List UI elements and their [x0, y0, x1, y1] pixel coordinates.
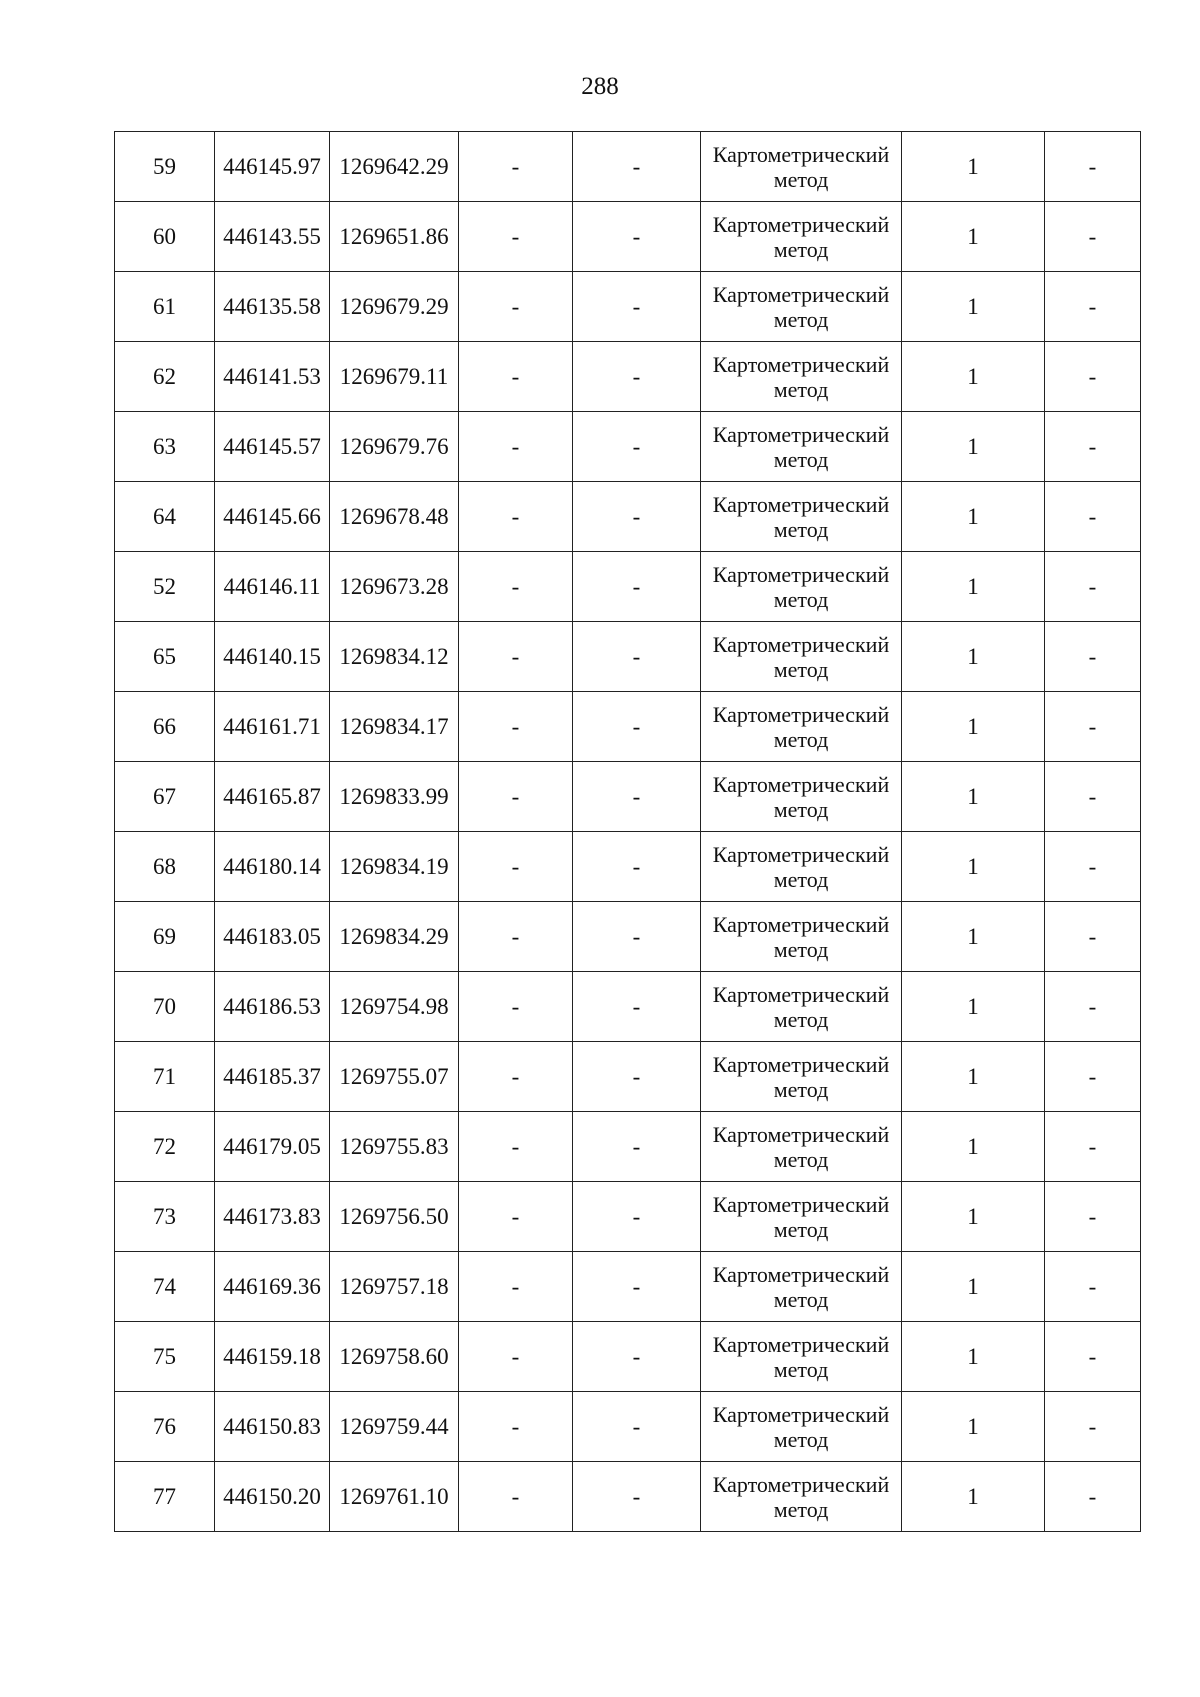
- method-cell: [701, 552, 902, 622]
- point-number-cell: 61: [115, 272, 215, 342]
- accuracy-cell: 1: [902, 342, 1045, 412]
- empty-value-cell: -: [573, 482, 701, 552]
- empty-value-cell: -: [573, 1392, 701, 1462]
- point-number-cell: 75: [115, 1322, 215, 1392]
- accuracy-cell: 1: [902, 1252, 1045, 1322]
- method-line-1: Картометрический: [712, 1401, 890, 1427]
- method-line-2: метод: [773, 1356, 829, 1382]
- table-row: [115, 342, 1141, 412]
- y-coordinate-cell: 1269755.83: [330, 1112, 459, 1182]
- empty-value-cell: -: [1045, 552, 1141, 622]
- method-line-2: метод: [773, 1146, 829, 1172]
- point-number-cell: 76: [115, 1392, 215, 1462]
- accuracy-cell: 1: [902, 1392, 1045, 1462]
- empty-value-cell: -: [573, 762, 701, 832]
- empty-value-cell: -: [459, 692, 573, 762]
- empty-value-cell: -: [573, 1462, 701, 1532]
- method-line-1: Картометрический: [712, 981, 890, 1007]
- empty-value-cell: -: [573, 832, 701, 902]
- method-line-2: метод: [773, 376, 829, 402]
- method-line-1: Картометрический: [712, 631, 890, 657]
- method-cell: [701, 342, 902, 412]
- point-number-cell: 64: [115, 482, 215, 552]
- method-cell: [701, 902, 902, 972]
- point-number-cell: 69: [115, 902, 215, 972]
- table-row: [115, 1392, 1141, 1462]
- empty-value-cell: -: [1045, 1392, 1141, 1462]
- accuracy-cell: 1: [902, 482, 1045, 552]
- method-line-1: Картометрический: [712, 1121, 890, 1147]
- y-coordinate-cell: 1269761.10: [330, 1462, 459, 1532]
- y-coordinate-cell: 1269833.99: [330, 762, 459, 832]
- y-coordinate-cell: 1269679.29: [330, 272, 459, 342]
- point-number-cell: 68: [115, 832, 215, 902]
- point-number-cell: 52: [115, 552, 215, 622]
- method-line-2: метод: [773, 1216, 829, 1242]
- x-coordinate-cell: 446169.36: [215, 1252, 330, 1322]
- y-coordinate-cell: 1269834.17: [330, 692, 459, 762]
- accuracy-cell: 1: [902, 692, 1045, 762]
- empty-value-cell: -: [573, 902, 701, 972]
- empty-value-cell: -: [1045, 1252, 1141, 1322]
- method-cell: [701, 132, 902, 202]
- empty-value-cell: -: [459, 1392, 573, 1462]
- x-coordinate-cell: 446140.15: [215, 622, 330, 692]
- method-line-2: метод: [773, 1426, 829, 1452]
- empty-value-cell: -: [573, 132, 701, 202]
- empty-value-cell: -: [459, 1252, 573, 1322]
- accuracy-cell: 1: [902, 832, 1045, 902]
- table-row: [115, 622, 1141, 692]
- table-row: [115, 132, 1141, 202]
- y-coordinate-cell: 1269834.29: [330, 902, 459, 972]
- y-coordinate-cell: 1269642.29: [330, 132, 459, 202]
- y-coordinate-cell: 1269651.86: [330, 202, 459, 272]
- method-cell: [701, 832, 902, 902]
- point-number-cell: 62: [115, 342, 215, 412]
- method-cell: [701, 622, 902, 692]
- accuracy-cell: 1: [902, 622, 1045, 692]
- point-number-cell: 60: [115, 202, 215, 272]
- y-coordinate-cell: 1269679.11: [330, 342, 459, 412]
- method-line-2: метод: [773, 1076, 829, 1102]
- empty-value-cell: -: [1045, 1042, 1141, 1112]
- method-line-1: Картометрический: [712, 771, 890, 797]
- method-line-1: Картометрический: [712, 141, 890, 167]
- accuracy-cell: 1: [902, 1042, 1045, 1112]
- x-coordinate-cell: 446145.57: [215, 412, 330, 482]
- method-line-1: Картометрический: [712, 211, 890, 237]
- point-number-cell: 67: [115, 762, 215, 832]
- y-coordinate-cell: 1269673.28: [330, 552, 459, 622]
- point-number-cell: 70: [115, 972, 215, 1042]
- empty-value-cell: -: [459, 902, 573, 972]
- accuracy-cell: 1: [902, 972, 1045, 1042]
- accuracy-cell: 1: [902, 132, 1045, 202]
- table-row: [115, 412, 1141, 482]
- method-line-1: Картометрический: [712, 351, 890, 377]
- table-row: [115, 972, 1141, 1042]
- accuracy-cell: 1: [902, 762, 1045, 832]
- method-cell: [701, 412, 902, 482]
- accuracy-cell: 1: [902, 552, 1045, 622]
- empty-value-cell: -: [1045, 832, 1141, 902]
- accuracy-cell: 1: [902, 272, 1045, 342]
- method-line-1: Картометрический: [712, 701, 890, 727]
- empty-value-cell: -: [1045, 622, 1141, 692]
- x-coordinate-cell: 446145.97: [215, 132, 330, 202]
- method-line-2: метод: [773, 726, 829, 752]
- x-coordinate-cell: 446185.37: [215, 1042, 330, 1112]
- y-coordinate-cell: 1269758.60: [330, 1322, 459, 1392]
- empty-value-cell: -: [573, 622, 701, 692]
- method-cell: [701, 692, 902, 762]
- accuracy-cell: 1: [902, 1322, 1045, 1392]
- x-coordinate-cell: 446161.71: [215, 692, 330, 762]
- empty-value-cell: -: [1045, 1112, 1141, 1182]
- method-line-1: Картометрический: [712, 561, 890, 587]
- empty-value-cell: -: [1045, 1322, 1141, 1392]
- method-line-2: метод: [773, 936, 829, 962]
- empty-value-cell: -: [459, 832, 573, 902]
- point-number-cell: 72: [115, 1112, 215, 1182]
- method-line-2: метод: [773, 1286, 829, 1312]
- empty-value-cell: -: [573, 1252, 701, 1322]
- method-cell: [701, 1462, 902, 1532]
- method-cell: [701, 762, 902, 832]
- x-coordinate-cell: 446146.11: [215, 552, 330, 622]
- x-coordinate-cell: 446180.14: [215, 832, 330, 902]
- point-number-cell: 74: [115, 1252, 215, 1322]
- x-coordinate-cell: 446141.53: [215, 342, 330, 412]
- y-coordinate-cell: 1269679.76: [330, 412, 459, 482]
- accuracy-cell: 1: [902, 1182, 1045, 1252]
- table-body: [115, 132, 1141, 1532]
- empty-value-cell: -: [459, 342, 573, 412]
- empty-value-cell: -: [459, 1112, 573, 1182]
- method-cell: [701, 1042, 902, 1112]
- table-row: [115, 1112, 1141, 1182]
- empty-value-cell: -: [1045, 1182, 1141, 1252]
- empty-value-cell: -: [573, 272, 701, 342]
- empty-value-cell: -: [573, 342, 701, 412]
- point-number-cell: 73: [115, 1182, 215, 1252]
- method-line-2: метод: [773, 1496, 829, 1522]
- empty-value-cell: -: [1045, 762, 1141, 832]
- accuracy-cell: 1: [902, 202, 1045, 272]
- empty-value-cell: -: [459, 972, 573, 1042]
- method-line-2: метод: [773, 306, 829, 332]
- empty-value-cell: -: [459, 1322, 573, 1392]
- empty-value-cell: -: [459, 622, 573, 692]
- empty-value-cell: -: [573, 412, 701, 482]
- empty-value-cell: -: [1045, 412, 1141, 482]
- method-line-2: метод: [773, 446, 829, 472]
- method-line-2: метод: [773, 586, 829, 612]
- page-number: 288: [581, 73, 619, 100]
- table-row: [115, 1462, 1141, 1532]
- method-cell: [701, 1252, 902, 1322]
- empty-value-cell: -: [459, 1042, 573, 1112]
- empty-value-cell: -: [1045, 202, 1141, 272]
- empty-value-cell: -: [573, 692, 701, 762]
- method-line-2: метод: [773, 166, 829, 192]
- y-coordinate-cell: 1269834.12: [330, 622, 459, 692]
- method-cell: [701, 202, 902, 272]
- method-cell: [701, 1182, 902, 1252]
- y-coordinate-cell: 1269678.48: [330, 482, 459, 552]
- method-line-2: метод: [773, 796, 829, 822]
- empty-value-cell: -: [1045, 902, 1141, 972]
- method-line-1: Картометрический: [712, 281, 890, 307]
- empty-value-cell: -: [573, 1322, 701, 1392]
- table-row: [115, 1182, 1141, 1252]
- x-coordinate-cell: 446173.83: [215, 1182, 330, 1252]
- method-line-1: Картометрический: [712, 911, 890, 937]
- point-number-cell: 77: [115, 1462, 215, 1532]
- method-cell: [701, 1322, 902, 1392]
- method-line-2: метод: [773, 656, 829, 682]
- table-row: [115, 482, 1141, 552]
- x-coordinate-cell: 446186.53: [215, 972, 330, 1042]
- empty-value-cell: -: [459, 482, 573, 552]
- point-number-cell: 59: [115, 132, 215, 202]
- x-coordinate-cell: 446179.05: [215, 1112, 330, 1182]
- accuracy-cell: 1: [902, 412, 1045, 482]
- method-line-1: Картометрический: [712, 1191, 890, 1217]
- table-row: [115, 552, 1141, 622]
- empty-value-cell: -: [573, 202, 701, 272]
- empty-value-cell: -: [459, 132, 573, 202]
- empty-value-cell: -: [459, 552, 573, 622]
- empty-value-cell: -: [459, 762, 573, 832]
- point-number-cell: 71: [115, 1042, 215, 1112]
- empty-value-cell: -: [573, 1112, 701, 1182]
- empty-value-cell: -: [459, 272, 573, 342]
- y-coordinate-cell: 1269755.07: [330, 1042, 459, 1112]
- x-coordinate-cell: 446145.66: [215, 482, 330, 552]
- x-coordinate-cell: 446183.05: [215, 902, 330, 972]
- empty-value-cell: -: [573, 1042, 701, 1112]
- method-line-1: Картометрический: [712, 841, 890, 867]
- x-coordinate-cell: 446150.20: [215, 1462, 330, 1532]
- method-line-1: Картометрический: [712, 1331, 890, 1357]
- table-row: [115, 762, 1141, 832]
- table-row: [115, 272, 1141, 342]
- y-coordinate-cell: 1269754.98: [330, 972, 459, 1042]
- method-line-1: Картометрический: [712, 1471, 890, 1497]
- empty-value-cell: -: [1045, 342, 1141, 412]
- method-line-2: метод: [773, 866, 829, 892]
- x-coordinate-cell: 446159.18: [215, 1322, 330, 1392]
- x-coordinate-cell: 446143.55: [215, 202, 330, 272]
- empty-value-cell: -: [573, 1182, 701, 1252]
- coordinates-table: [114, 131, 1141, 1532]
- y-coordinate-cell: 1269757.18: [330, 1252, 459, 1322]
- empty-value-cell: -: [459, 1462, 573, 1532]
- method-line-2: метод: [773, 1006, 829, 1032]
- table-row: [115, 902, 1141, 972]
- empty-value-cell: -: [573, 972, 701, 1042]
- empty-value-cell: -: [1045, 482, 1141, 552]
- point-number-cell: 66: [115, 692, 215, 762]
- accuracy-cell: 1: [902, 902, 1045, 972]
- method-cell: [701, 972, 902, 1042]
- empty-value-cell: -: [1045, 272, 1141, 342]
- empty-value-cell: -: [459, 202, 573, 272]
- method-line-1: Картометрический: [712, 491, 890, 517]
- method-cell: [701, 1392, 902, 1462]
- method-line-2: метод: [773, 236, 829, 262]
- method-line-1: Картометрический: [712, 421, 890, 447]
- accuracy-cell: 1: [902, 1112, 1045, 1182]
- empty-value-cell: -: [1045, 132, 1141, 202]
- empty-value-cell: -: [1045, 972, 1141, 1042]
- method-line-1: Картометрический: [712, 1261, 890, 1287]
- x-coordinate-cell: 446165.87: [215, 762, 330, 832]
- y-coordinate-cell: 1269759.44: [330, 1392, 459, 1462]
- empty-value-cell: -: [573, 552, 701, 622]
- method-cell: [701, 482, 902, 552]
- table-row: [115, 1042, 1141, 1112]
- table-row: [115, 692, 1141, 762]
- accuracy-cell: 1: [902, 1462, 1045, 1532]
- point-number-cell: 63: [115, 412, 215, 482]
- y-coordinate-cell: 1269834.19: [330, 832, 459, 902]
- method-line-1: Картометрический: [712, 1051, 890, 1077]
- table-row: [115, 202, 1141, 272]
- point-number-cell: 65: [115, 622, 215, 692]
- empty-value-cell: -: [1045, 692, 1141, 762]
- method-line-2: метод: [773, 516, 829, 542]
- table-row: [115, 1252, 1141, 1322]
- table-row: [115, 832, 1141, 902]
- method-cell: [701, 272, 902, 342]
- method-cell: [701, 1112, 902, 1182]
- y-coordinate-cell: 1269756.50: [330, 1182, 459, 1252]
- x-coordinate-cell: 446135.58: [215, 272, 330, 342]
- empty-value-cell: -: [459, 1182, 573, 1252]
- empty-value-cell: -: [459, 412, 573, 482]
- table-row: [115, 1322, 1141, 1392]
- x-coordinate-cell: 446150.83: [215, 1392, 330, 1462]
- empty-value-cell: -: [1045, 1462, 1141, 1532]
